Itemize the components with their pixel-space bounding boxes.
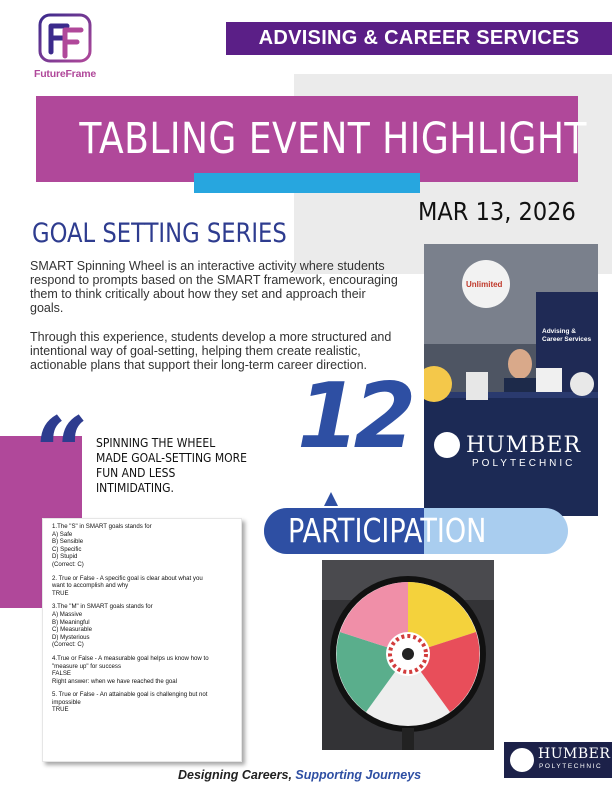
quiz-line: "measure up" for success bbox=[52, 662, 122, 670]
quiz-line: 1.The "S" in SMART goals stands for bbox=[52, 523, 152, 530]
booth-logo-sub: POLYTECHNIC bbox=[472, 458, 576, 469]
tagline-part-2: Supporting Journeys bbox=[291, 768, 422, 782]
brand-name: FutureFrame bbox=[34, 68, 96, 80]
quiz-line: A) Massive bbox=[52, 610, 83, 618]
quiz-question-4 bbox=[52, 655, 238, 685]
quiz-line: D) Stupid bbox=[52, 553, 78, 561]
footer-logo-main: HUMBER bbox=[538, 746, 611, 762]
quote-icon: “ bbox=[34, 396, 90, 509]
booth-sign-text: Unlimited bbox=[466, 280, 503, 289]
quiz-line: B) Meaningful bbox=[52, 618, 90, 626]
quiz-line: A) Safe bbox=[52, 530, 73, 538]
participation-label: PARTICIPATION bbox=[288, 511, 487, 550]
booth-photo bbox=[424, 244, 598, 516]
futureframe-logo bbox=[34, 12, 100, 84]
quiz-content bbox=[52, 523, 238, 720]
quiz-line: FALSE bbox=[52, 670, 71, 678]
footer-logo-sub: POLYTECHNIC bbox=[539, 763, 603, 770]
humber-footer-logo bbox=[504, 742, 612, 778]
student-quote: SPINNING THE WHEEL MADE GOAL-SETTING MORE FUN AND LESS INTIMIDATING. bbox=[96, 436, 247, 495]
quiz-question-1 bbox=[52, 523, 238, 569]
participation-count: 12 bbox=[297, 364, 411, 469]
quiz-line: impossible bbox=[52, 698, 81, 706]
series-title: GOAL SETTING SERIES bbox=[32, 218, 287, 249]
humber-emblem-icon bbox=[434, 432, 460, 458]
footer-tagline bbox=[178, 768, 421, 782]
description-paragraph-1: SMART Spinning Wheel is an interactive activity where students respond to prompts based on the SMART framework, encouraging them to think critically about how they set and approach their goals. bbox=[30, 259, 398, 315]
event-date: MAR 13, 2026 bbox=[418, 197, 576, 226]
quiz-line: (Correct: C) bbox=[52, 560, 84, 568]
spinning-wheel-icon bbox=[322, 560, 494, 750]
quiz-line: 4.True or False - A measurable goal helps us know how to bbox=[52, 654, 209, 662]
booth-logo-main: HUMBER bbox=[466, 432, 582, 458]
booth-table-logo bbox=[434, 432, 594, 469]
quiz-line: C) Measurable bbox=[52, 626, 92, 634]
quiz-line: Right answer: when we have reached the goal bbox=[52, 677, 177, 685]
booth-photo-illustration bbox=[424, 244, 598, 516]
quiz-line: TRUE bbox=[52, 589, 69, 597]
department-title: ADVISING & CAREER SERVICES bbox=[258, 27, 580, 49]
futureframe-logo-icon bbox=[37, 12, 95, 66]
quiz-line: D) Mysterious bbox=[52, 633, 90, 641]
quiz-line: B) Sensible bbox=[52, 538, 84, 546]
humber-logo-icon bbox=[510, 748, 534, 772]
description-paragraph-2: Through this experience, students develop a more structured and intentional way of goal-setting, helping them create realistic, actionable plans that support their long-term career direction. bbox=[30, 330, 392, 372]
quiz-question-3 bbox=[52, 603, 238, 649]
quiz-line: TRUE bbox=[52, 706, 69, 714]
title-accent-bar bbox=[194, 173, 420, 193]
quiz-question-2 bbox=[52, 575, 238, 598]
quiz-line: want to accomplish and why bbox=[52, 582, 129, 590]
spinning-wheel-photo bbox=[322, 560, 494, 750]
quiz-line: 3.The "M" in SMART goals stands for bbox=[52, 603, 153, 611]
quiz-line: C) Specific bbox=[52, 545, 82, 553]
booth-banner-text: Advising & Career Services bbox=[542, 328, 592, 343]
tagline-part-1: Designing Careers, bbox=[178, 768, 292, 782]
quiz-line: 5. True or False - An attainable goal is challenging but not bbox=[52, 691, 208, 699]
page-title: TABLING EVENT HIGHLIGHT bbox=[79, 114, 587, 164]
quiz-line: 2. True or False - A specific goal is clear about what you bbox=[52, 574, 203, 582]
pointer-triangle-icon bbox=[324, 492, 338, 506]
quiz-line: (Correct: C) bbox=[52, 641, 84, 649]
quiz-question-5 bbox=[52, 691, 238, 714]
